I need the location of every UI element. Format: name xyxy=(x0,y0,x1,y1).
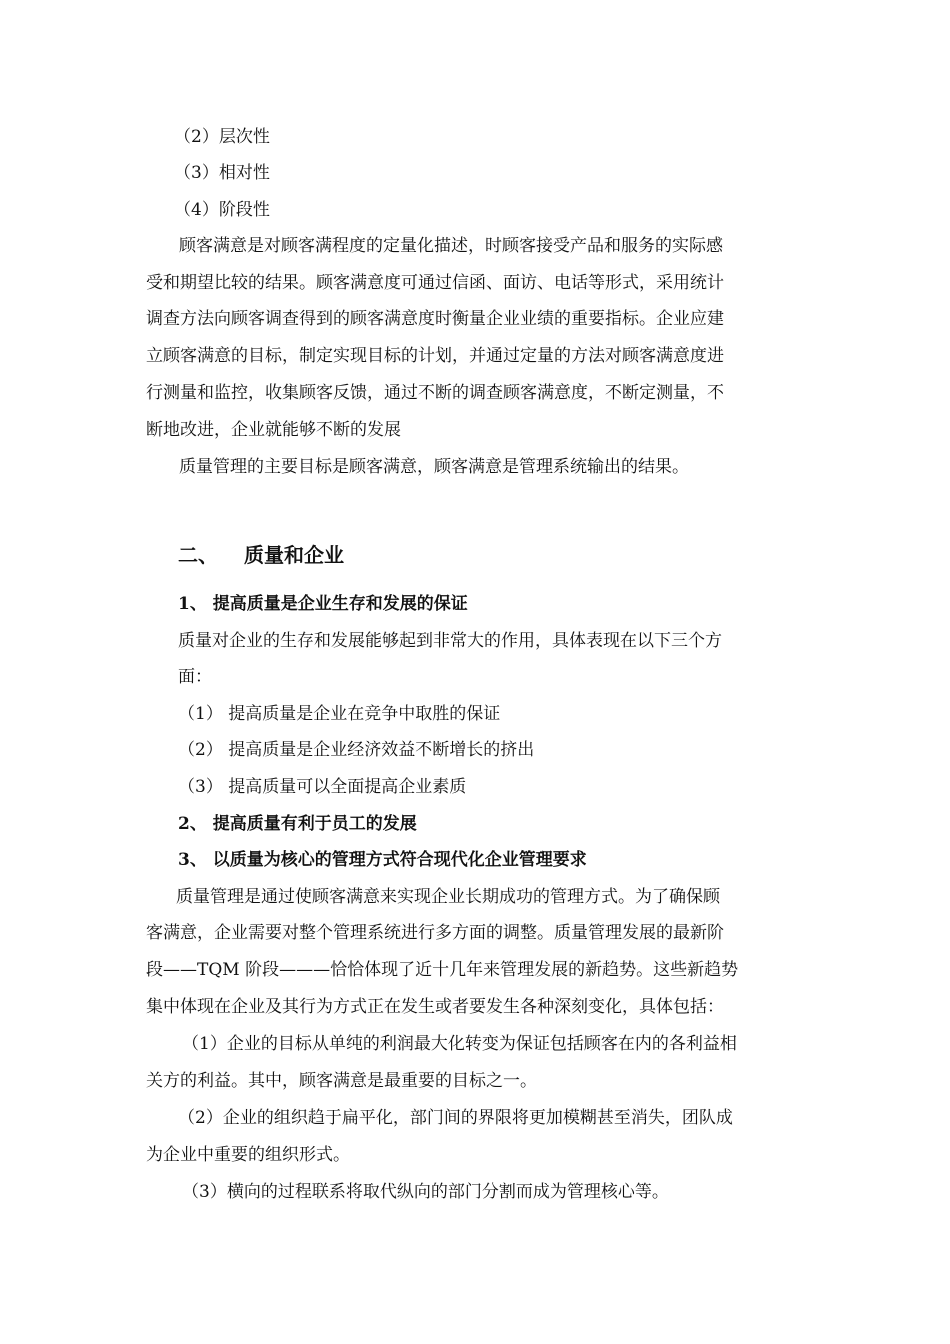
paragraph-line: 立顾客满意的目标，制定实现目标的计划，并通过定量的方法对顾客满意度进 xyxy=(146,346,724,366)
list-item: （1） 提高质量是企业在竞争中取胜的保证 xyxy=(178,704,501,724)
paragraph-line: 段——TQM 阶段———恰恰体现了近十几年来管理发展的新趋势。这些新趋势 xyxy=(146,960,739,980)
paragraph-line: 质量管理的主要目标是顾客满意，顾客满意是管理系统输出的结果。 xyxy=(179,457,689,477)
paragraph-line: 质量对企业的生存和发展能够起到非常大的作用，具体表现在以下三个方 xyxy=(178,631,722,651)
list-item: 关方的利益。其中，顾客满意是最重要的目标之一。 xyxy=(146,1071,537,1091)
paragraph-line: 顾客满意是对顾客满程度的定量化描述，时顾客接受产品和服务的实际感 xyxy=(179,236,723,256)
subheading: 3、 以质量为核心的管理方式符合现代化企业管理要求 xyxy=(178,850,587,870)
paragraph-line: 行测量和监控，收集顾客反馈，通过不断的调查顾客满意度，不断定测量，不 xyxy=(146,383,724,403)
paragraph-line: 质量管理是通过使顾客满意来实现企业长期成功的管理方式。为了确保顾 xyxy=(176,887,720,907)
list-item: （1）企业的目标从单纯的利润最大化转变为保证包括顾客在内的各利益相 xyxy=(182,1034,737,1054)
subheading: 2、 提高质量有利于员工的发展 xyxy=(178,814,417,834)
list-item: （3）横向的过程联系将取代纵向的部门分割而成为管理核心等。 xyxy=(182,1182,669,1202)
list-item: 为企业中重要的组织形式。 xyxy=(146,1145,350,1165)
paragraph-line: 断地改进，企业就能够不断的发展 xyxy=(146,420,401,440)
paragraph-line: 调查方法向顾客调查得到的顾客满意度时衡量企业业绩的重要指标。企业应建 xyxy=(146,309,724,329)
paragraph-line: 集中体现在企业及其行为方式正在发生或者要发生各种深刻变化，具体包括： xyxy=(146,997,724,1017)
list-item: （4）阶段性 xyxy=(174,200,270,220)
list-item: （3） 提高质量可以全面提高企业素质 xyxy=(178,777,467,797)
paragraph-line: 受和期望比较的结果。顾客满意度可通过信函、面访、电话等形式，采用统计 xyxy=(146,273,724,293)
paragraph-line: 客满意，企业需要对整个管理系统进行多方面的调整。质量管理发展的最新阶 xyxy=(146,923,724,943)
subheading: 1、 提高质量是企业生存和发展的保证 xyxy=(178,594,468,614)
list-item: （3）相对性 xyxy=(174,163,270,183)
list-item: （2） 提高质量是企业经济效益不断增长的挤出 xyxy=(178,740,535,760)
list-item: （2）企业的组织趋于扁平化，部门间的界限将更加模糊甚至消失，团队成 xyxy=(178,1108,733,1128)
paragraph-line: 面： xyxy=(178,667,212,687)
list-item: （2）层次性 xyxy=(174,127,270,147)
section-number: 二、 xyxy=(178,543,218,567)
section-title: 质量和企业 xyxy=(244,543,344,567)
